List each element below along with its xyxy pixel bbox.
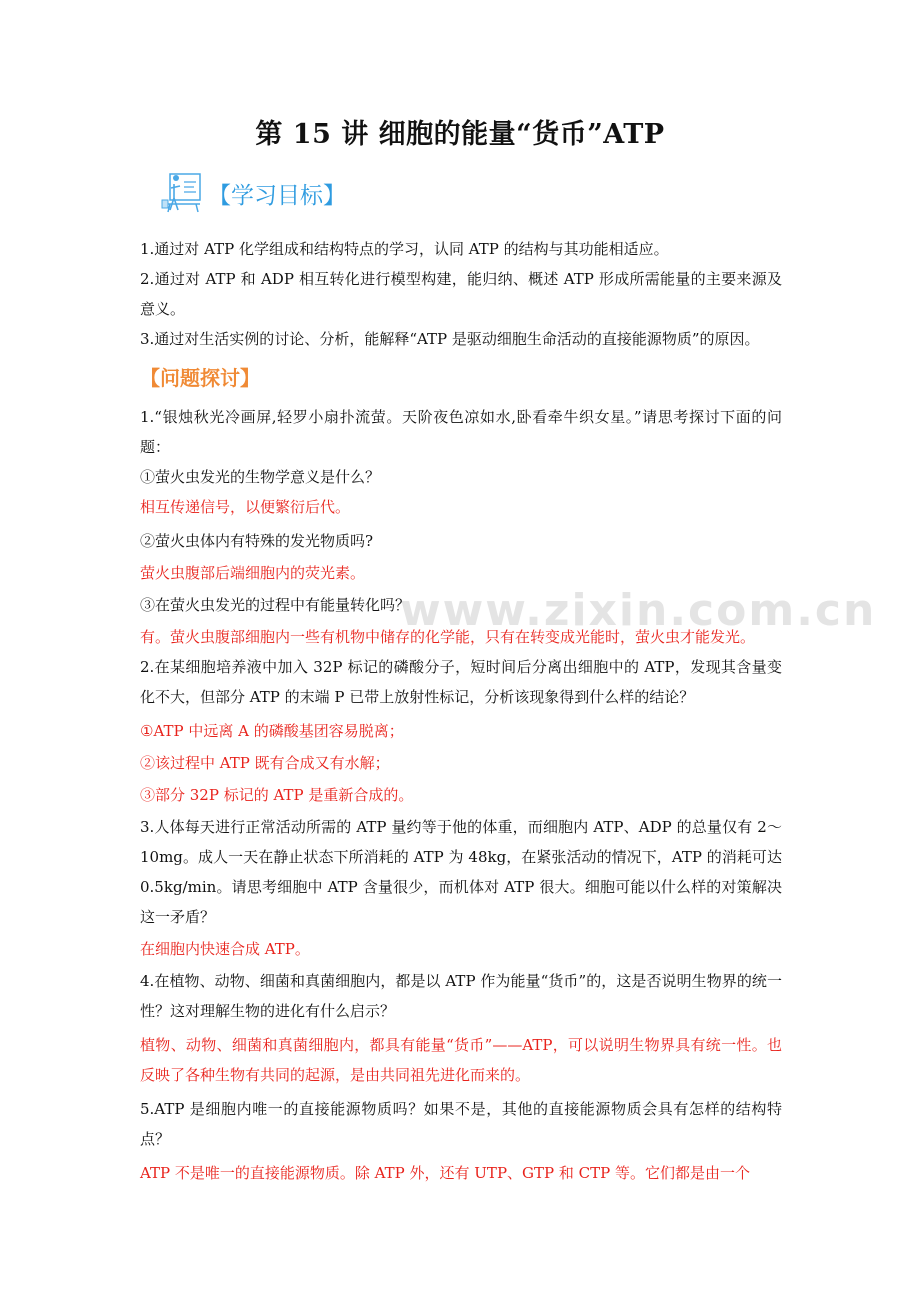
answer-3: 在细胞内快速合成 ATP。 xyxy=(140,940,310,958)
objective-item-3: 3.通过对生活实例的讨论、分析，能解释“ATP 是驱动细胞生命活动的直接能源物质”的原因。 xyxy=(140,330,760,348)
answer-1b: 萤火虫腹部后端细胞内的荧光素。 xyxy=(140,564,366,582)
answer-1c: 有。萤火虫腹部细胞内一些有机物中储存的化学能，只有在转变成光能时，萤火虫才能发光。 xyxy=(140,628,756,646)
question-4: 4.在植物、动物、细菌和真菌细胞内，都是以 ATP 作为能量“货币”的，这是否说明生物界的统一性？这对理解生物的进化有什么启示？ xyxy=(140,972,782,1020)
watermark: www.zixin.com.cn xyxy=(400,585,877,636)
answer-4: 植物、动物、细菌和真菌细胞内，都具有能量“货币”——ATP，可以说明生物界具有统一性。也反映了各种生物有共同的起源，是由共同祖先进化而来的。 xyxy=(140,1036,782,1084)
objective-item-2: 2.通过对 ATP 和 ADP 相互转化进行模型构建，能归纳、概述 ATP 形成所需能量的主要来源及意义。 xyxy=(140,270,782,318)
answer-1a: 相互传递信号，以便繁衍后代。 xyxy=(140,498,351,516)
answer-2-point-1: ①ATP 中远离 A 的磷酸基团容易脱离； xyxy=(140,722,404,740)
objectives-heading-label: 【学习目标】 xyxy=(208,182,346,209)
page-title: 第 15 讲 细胞的能量“货币”ATP xyxy=(255,119,665,150)
question-1: 1.“银烛秋光冷画屏,轻罗小扇扑流萤。天阶夜色凉如水,卧看牵牛织女星。”请思考探讨下面的问题： xyxy=(140,408,782,456)
discussion-heading xyxy=(140,362,260,391)
objective-item-1: 1.通过对 ATP 化学组成和结构特点的学习，认同 ATP 的结构与其功能相适应。 xyxy=(140,240,669,258)
question-3: 3.人体每天进行正常活动所需的 ATP 量约等于他的体重，而细胞内 ATP、ADP 的总量仅有 2～10mg。成人一天在静止状态下所消耗的 ATP 为 48kg，在紧张活动的情况下，ATP 的消耗可达 0.5kg/min。请思考细胞中 ATP 含量很少，而机体对 ATP 很大。细胞可能以什么样的对策解决这一矛盾？ xyxy=(140,818,782,926)
teacher-board-icon xyxy=(160,170,206,216)
question-5: 5.ATP 是细胞内唯一的直接能源物质吗？如果不是，其他的直接能源物质会具有怎样的结构特点？ xyxy=(140,1100,782,1148)
answer-2-point-2: ②该过程中 ATP 既有合成又有水解； xyxy=(140,754,390,772)
discussion-heading-label: 【问题探讨】 xyxy=(140,366,260,390)
objectives-heading xyxy=(160,170,346,216)
answer-5: ATP 不是唯一的直接能源物质。除 ATP 外，还有 UTP、GTP 和 CTP 等。它们都是由一个 xyxy=(140,1164,750,1182)
question-2: 2.在某细胞培养液中加入 32P 标记的磷酸分子，短时间后分离出细胞中的 ATP，发现其含量变化不大，但部分 ATP 的末端 P 已带上放射性标记，分析该现象得到什么样的结论？ xyxy=(140,658,782,706)
question-1a: ①萤火虫发光的生物学意义是什么？ xyxy=(140,468,381,486)
answer-2-point-3: ③部分 32P 标记的 ATP 是重新合成的。 xyxy=(140,786,414,804)
question-1b: ②萤火虫体内有特殊的发光物质吗? xyxy=(140,532,374,550)
question-1c: ③在萤火虫发光的过程中有能量转化吗？ xyxy=(140,596,411,614)
